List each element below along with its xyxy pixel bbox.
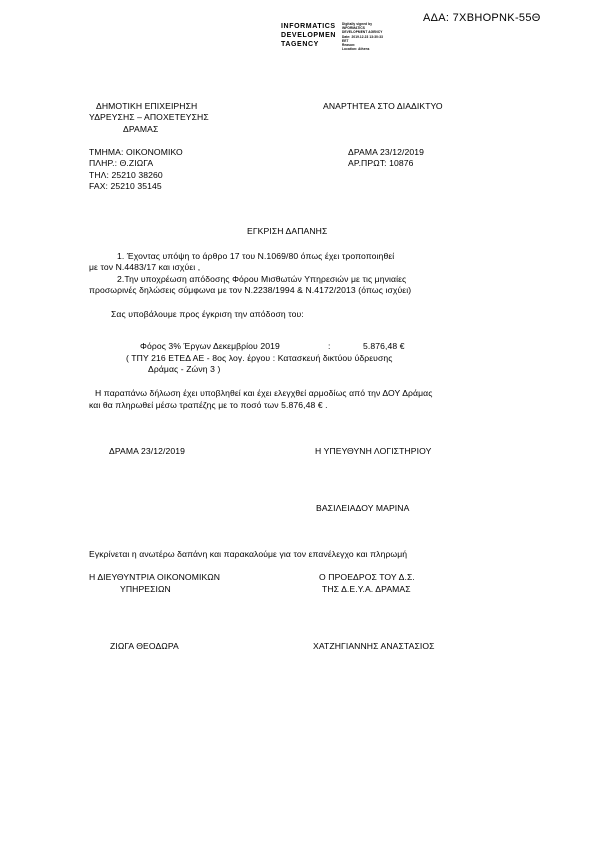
signature-details — [342, 22, 383, 51]
accountant-name: ΒΑΣΙΛΕΙΑΔΟΥ ΜΑΡΙΝΑ — [316, 503, 410, 513]
protocol-number: ΑΡ.ΠΡΩΤ: 10876 — [348, 158, 414, 168]
paragraph-2-line-1: 2.Την υποχρέωση απόδοσης Φόρου Μισθωτών Υπηρεσιών με τις μηνιαίες — [117, 274, 407, 284]
logo-line-2: DEVELOPMEN — [281, 32, 337, 39]
signature-line: INFORMATICS — [342, 26, 365, 31]
fax: FAX: 25210 35145 — [89, 181, 162, 191]
tax-amount: 5.876,48 € — [363, 341, 405, 351]
issuer-line-3: ΔΡΑΜΑΣ — [123, 124, 159, 134]
issuer-line-2: ΥΔΡΕΥΣΗΣ – ΑΠΟΧΕΤΕΥΣΗΣ — [89, 112, 209, 122]
document-date: ΔΡΑΜΑ 23/12/2019 — [348, 147, 424, 157]
publish-note: ΑΝΑΡΤΗΤΕΑ ΣΤΟ ΔΙΑΔΙΚΤΥΟ — [323, 101, 443, 111]
tax-colon: : — [328, 341, 331, 351]
signature-line: Location: Athens — [342, 47, 370, 52]
accountant-role: Η ΥΠΕΥΘΥΝΗ ΛΟΓΙΣΤΗΡΙΟΥ — [315, 446, 432, 456]
director-name: ΖΙΩΓΑ ΘΕΟΔΩΡΑ — [110, 641, 179, 651]
department: ΤΜΗΜΑ: ΟΙΚΟΝΟΜΙΚΟ — [89, 147, 183, 157]
signature-line: Reason: — [342, 43, 356, 48]
tax-label: Φόρος 3% Έργων Δεκεμβρίου 2019 — [140, 341, 280, 351]
declaration-line-2: και θα πληρωθεί μέσω τραπέζης με το ποσό των 5.876,48 € . — [89, 400, 328, 410]
project-line-1: ( ΤΠΥ 216 ΕΤΕΔ ΑΕ - 8ος λογ. έργου : Κατασκευή δικτύου ύδρευσης — [126, 353, 393, 363]
approval-text: Εγκρίνεται η ανωτέρω δαπάνη και παρακαλούμε για τον επανέλεγχο και πληρωμή — [89, 549, 408, 559]
logo-line-3: TAGENCY — [281, 41, 319, 48]
director-role-line-2: ΥΠΗΡΕΣΙΩΝ — [120, 584, 171, 594]
submission-line: Σας υποβάλουμε προς έγκριση την απόδοση του: — [111, 309, 304, 319]
signature-line: DEVELOPMENT AGENCY — [342, 30, 383, 35]
declaration-line-1: Η παραπάνω δήλωση έχει υποβληθεί και έχει ελεγχθεί αρμοδίως από την ΔΟΥ Δράμας — [95, 388, 433, 398]
issuer-line-1: ΔΗΜΟΤΙΚΗ ΕΠΙΧΕΙΡΗΣΗ — [96, 101, 198, 111]
phone: ΤΗΛ: 25210 38260 — [89, 170, 163, 180]
president-role-line-1: Ο ΠΡΟΕΔΡΟΣ ΤΟΥ Δ.Σ. — [319, 572, 415, 582]
president-role-line-2: ΤΗΣ Δ.Ε.Υ.Α. ΔΡΑΜΑΣ — [322, 584, 411, 594]
project-line-2: Δράμας - Ζώνη 3 ) — [148, 364, 221, 374]
signature-line: Digitally signed by — [342, 22, 373, 26]
director-role-line-1: Η ΔΙΕΥΘΥΝΤΡΙΑ ΟΙΚΟΝΟΜΙΚΩΝ — [89, 572, 221, 582]
logo-line-1: INFORMATICS — [281, 23, 336, 30]
ada-code: ΑΔΑ: 7ΧΒΗΟΡΝΚ-55Θ — [423, 12, 541, 24]
document-title: ΕΓΚΡΙΣΗ ΔΑΠΑΝΗΣ — [247, 226, 328, 236]
contact-person: ΠΛΗΡ.: Θ.ΖΙΩΓΑ — [89, 158, 154, 168]
paragraph-2-line-2: προσωρινές δηλώσεις σύμφωνα με τον Ν.2238/1994 & Ν.4172/2013 (όπως ισχύει) — [89, 285, 412, 295]
signature-date: ΔΡΑΜΑ 23/12/2019 — [109, 446, 185, 456]
paragraph-1-line-2: με τον Ν.4483/17 και ισχύει , — [89, 262, 201, 272]
president-name: ΧΑΤΖΗΓΙΑΝΝΗΣ ΑΝΑΣΤΑΣΙΟΣ — [313, 641, 435, 651]
signature-line: Date: 2019.12.23 13:30:33 — [342, 34, 383, 39]
paragraph-1-line-1: 1. Έχοντας υπόψη το άρθρο 17 του Ν.1069/80 όπως έχει τροποποιηθεί — [117, 251, 395, 261]
signature-line: EET — [342, 38, 349, 43]
